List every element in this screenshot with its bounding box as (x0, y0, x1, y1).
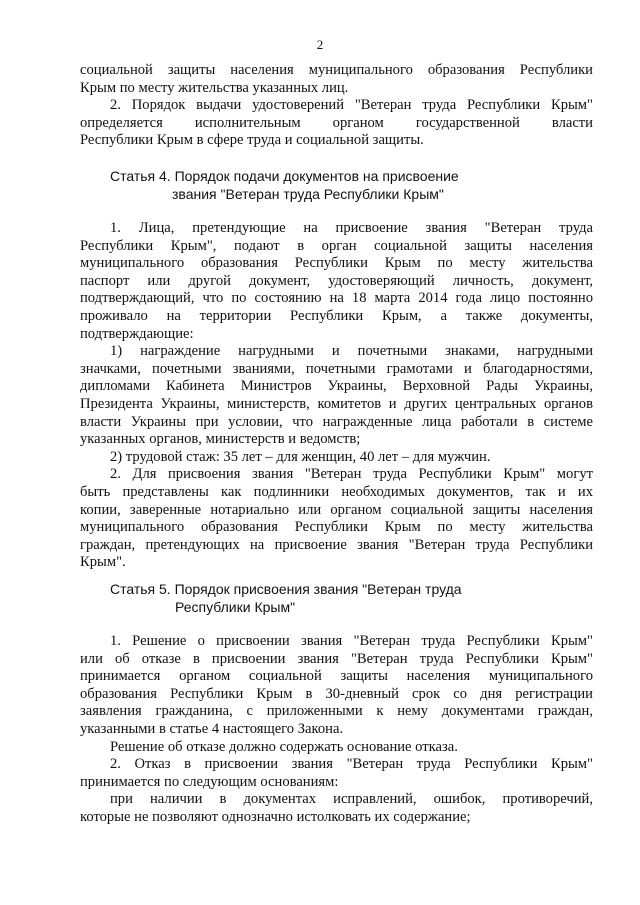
text-line: подтверждающий, что по состоянию на 18 марта 2014 года лицо постоянно (80, 290, 593, 307)
text-line: Республики Крым в сфере труда и социальной защиты. (80, 132, 424, 149)
text-line: власти Украины при условии, что награжденные лица работали в системе (80, 413, 593, 430)
article-4-paragraph-2 (80, 343, 593, 449)
text-line: социальной защиты населения муниципального образования Республики (80, 62, 593, 78)
text-line: 1. Решение о присвоении звания "Ветеран труда Республики Крым" (110, 633, 593, 649)
article-5-paragraph-4 (80, 791, 593, 826)
heading-line: Республики Крым" (175, 599, 296, 615)
text-line: паспорт или другой документ, удостоверяющий личность, документ, (80, 272, 593, 289)
article-4-body (80, 220, 593, 572)
text-line: копии, заверенные нотариально или органом социальной защиты населения (80, 501, 593, 518)
page-number: 2 (316, 37, 324, 52)
text-line: заявления гражданина, с приложенными к нему документами граждан, (80, 703, 593, 720)
text-line: быть представлены как подлинники необходимых документов, так и их (80, 483, 593, 500)
article-5-paragraph-3 (80, 756, 593, 791)
article-5-heading (110, 580, 462, 616)
article-5-paragraph-1 (80, 633, 593, 739)
text-line: проживало на территории Республики Крым, а также документы, (80, 307, 593, 324)
text-line: граждан, претендующих на присвоение звания "Ветеран труда Республики (80, 536, 593, 553)
text-line: указанными в статье 4 настоящего Закона. (80, 720, 344, 737)
text-line: 1) награждение нагрудными и почетными знаками, нагрудными (110, 343, 593, 360)
text-line: 2. Для присвоения звания "Ветеран труда Республики Крым" могут (110, 466, 593, 483)
text-line: которые не позволяют однозначно истолковать их содержание; (80, 808, 471, 825)
heading-line: звания "Ветеран труда Республики Крым" (172, 186, 444, 202)
text-line: образования Республики Крым в 30-дневный срок со дня регистрации (80, 685, 593, 702)
article-5-body (80, 633, 593, 827)
article-4-paragraph-1 (80, 220, 593, 343)
text-line: принимается по следующим основаниям: (80, 773, 339, 790)
heading-line: Статья 5. Порядок присвоения звания "Ветеран труда (110, 581, 462, 597)
text-line: Крым по месту жительства указанных лиц. (80, 79, 349, 96)
heading-line: Статья 4. Порядок подачи документов на присвоение (110, 168, 459, 184)
text-line: 1. Лица, претендующие на присвоение звания "Ветеран труда (110, 220, 593, 236)
text-line: муниципального образования Республики Крым по месту жительства (80, 255, 593, 272)
article-5-paragraph-2: Решение об отказе должно содержать основание отказа. (110, 738, 458, 755)
text-line: принимается органом социальной защиты населения муниципального (80, 668, 593, 685)
text-line: или об отказе в присвоении звания "Ветеран труда Республики Крым" (80, 650, 593, 667)
text-line: определяется исполнительным органом государственной власти (80, 114, 593, 131)
text-line: указанных органов, министерств и ведомств; (80, 431, 361, 448)
text-line: Крым". (80, 554, 126, 571)
intro-paragraph (80, 62, 593, 150)
text-line: подтверждающие: (80, 325, 194, 342)
text-line: 2. Отказ в присвоении звания "Ветеран труда Республики Крым" (110, 756, 593, 773)
text-line: при наличии в документах исправлений, ошибок, противоречий, (110, 791, 593, 808)
article-4-paragraph-3: 2) трудовой стаж: 35 лет – для женщин, 40 лет – для мужчин. (110, 448, 491, 465)
text-line: Республики Крым", подают в орган социальной защиты населения (80, 237, 593, 254)
text-line: муниципального образования Республики Крым по месту жительства (80, 519, 593, 536)
article-4-paragraph-4 (80, 466, 593, 572)
text-line: значками, почетными званиями, почетными грамотами и благодарностями, (80, 360, 593, 377)
text-line: дипломами Кабинета Министров Украины, Верховной Рады Украины, (80, 378, 593, 395)
text-line: 2. Порядок выдачи удостоверений "Ветеран труда Республики Крым" (110, 97, 593, 114)
article-4-heading (110, 167, 459, 203)
text-line: Президента Украины, министерств, комитетов и других центральных органов (80, 395, 593, 412)
